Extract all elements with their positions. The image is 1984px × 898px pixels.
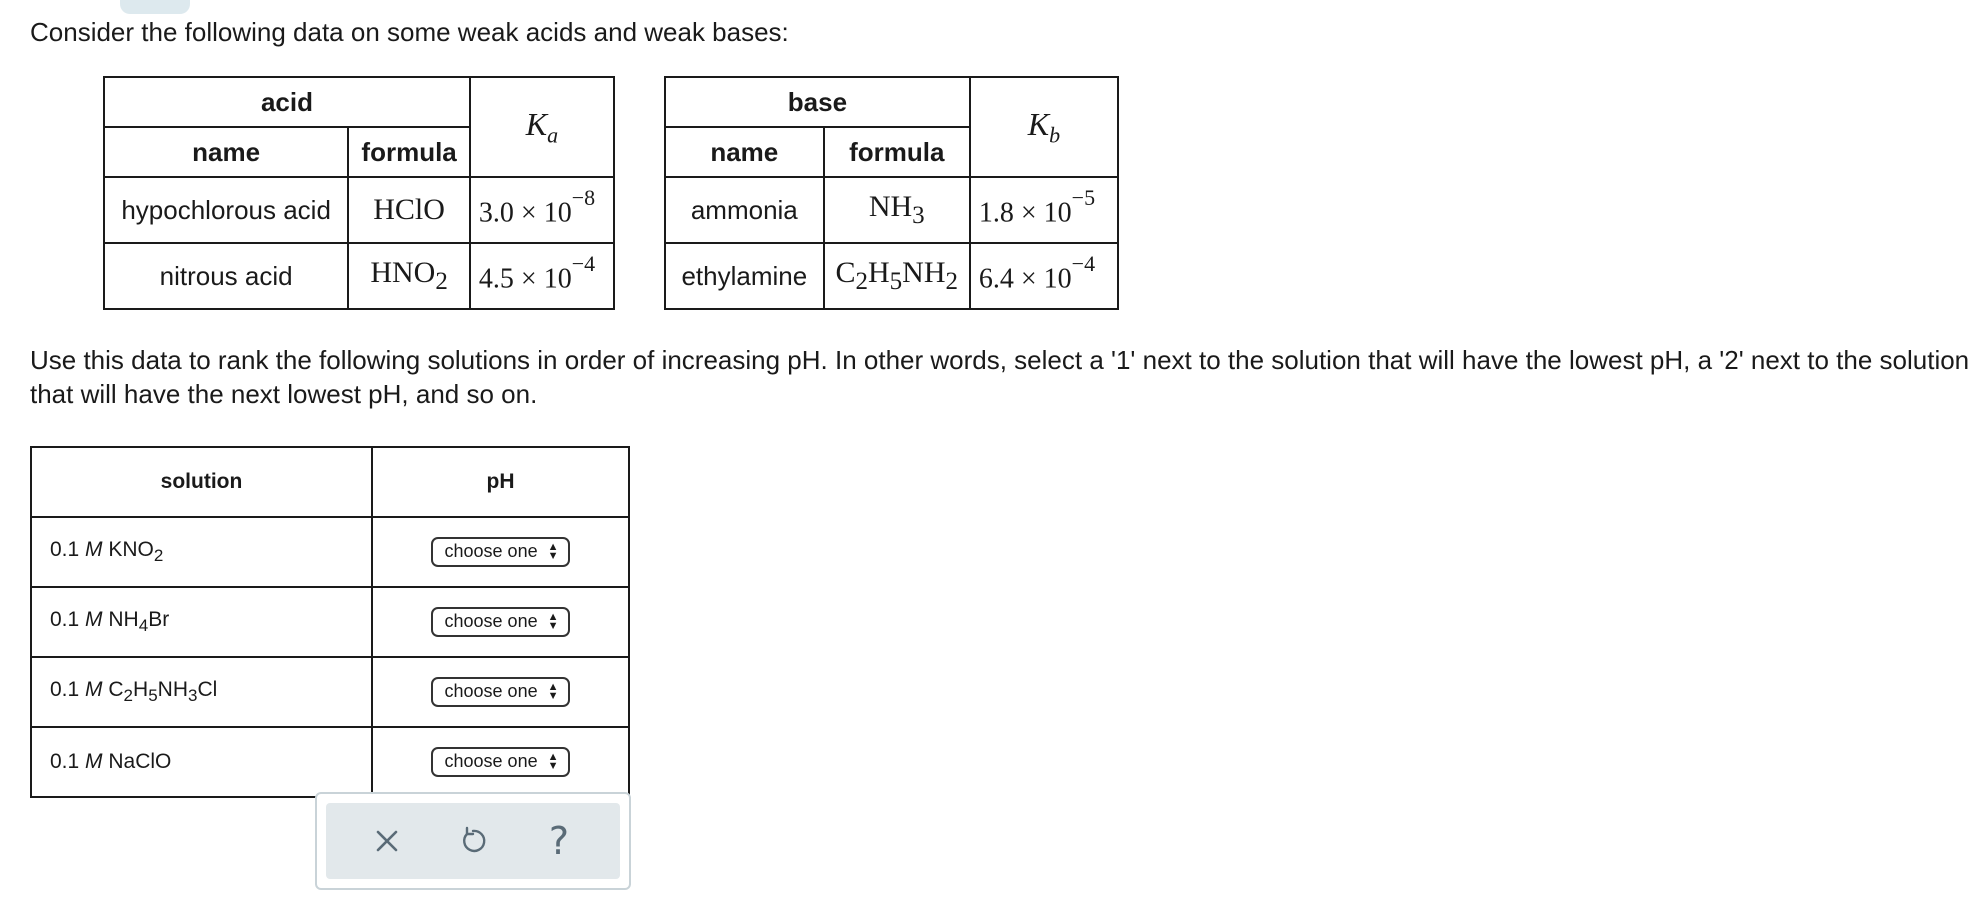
table-row: [31, 517, 629, 587]
top-tab: [120, 0, 190, 14]
base-name: ammonia: [665, 177, 824, 243]
clear-button[interactable]: [362, 816, 412, 866]
rank-select[interactable]: choose one ▲ ▼: [431, 747, 571, 777]
acid-formula-header: formula: [348, 127, 470, 177]
ka-header: $K_a$: [470, 77, 614, 177]
solution-label: 0.1 M $NH_4Br$: [31, 587, 372, 657]
select-arrows-icon: ▲ ▼: [547, 541, 559, 563]
help-icon: ?: [548, 819, 570, 863]
kb-header: $K_b$: [970, 77, 1118, 177]
base-table: [664, 76, 1119, 310]
undo-button[interactable]: [448, 816, 498, 866]
solution-label: 0.1 M NaClO: [31, 727, 372, 797]
acid-name: nitrous acid: [104, 243, 348, 309]
action-toolbar-inner: [326, 803, 620, 879]
base-formula: $C_2H_5NH_2$: [824, 243, 970, 309]
acid-formula: $HNO_2$: [348, 243, 470, 309]
rank-select[interactable]: choose one ▲ ▼: [431, 537, 571, 567]
instructions-text: Use this data to rank the following solutions in order of increasing pH. In other words, select a '1' next to the solution that will have the lowest pH, a '2' next to the solution that will have the next lowest pH, and so on.: [30, 345, 1970, 409]
action-toolbar: [315, 792, 631, 890]
acid-ka-value: $4.5 \times 10^{-4}$: [470, 243, 614, 309]
acid-ka-value: $3.0 \times 10^{-8}$: [470, 177, 614, 243]
rank-select[interactable]: choose one ▲ ▼: [431, 607, 571, 637]
ph-header: pH: [372, 447, 629, 517]
table-row: [31, 587, 629, 657]
solution-header: solution: [31, 447, 372, 517]
acid-name-header: name: [104, 127, 348, 177]
solution-label: 0.1 M $KNO_2$: [31, 517, 372, 587]
base-name-header: name: [665, 127, 824, 177]
base-kb-value: $6.4 \times 10^{-4}$: [970, 243, 1118, 309]
acid-header: acid: [104, 77, 470, 127]
base-header: base: [665, 77, 970, 127]
select-arrows-icon: ▲ ▼: [547, 611, 559, 633]
solution-table: [30, 446, 630, 798]
help-button[interactable]: [534, 816, 584, 866]
undo-icon: [458, 826, 488, 856]
solution-label: 0.1 M $C_2H_5NH_3Cl$: [31, 657, 372, 727]
table-row: [31, 727, 629, 797]
select-arrows-icon: ▲ ▼: [547, 751, 559, 773]
close-icon: [374, 828, 400, 854]
intro-text: Consider the following data on some weak acids and weak bases:: [30, 17, 789, 47]
acid-name: hypochlorous acid: [104, 177, 348, 243]
acid-table: [103, 76, 615, 310]
rank-select[interactable]: choose one ▲ ▼: [431, 677, 571, 707]
base-formula: $NH_3$: [824, 177, 970, 243]
select-arrows-icon: ▲ ▼: [547, 681, 559, 703]
acid-formula: HClO: [348, 177, 470, 243]
base-kb-value: $1.8 \times 10^{-5}$: [970, 177, 1118, 243]
base-name: ethylamine: [665, 243, 824, 309]
table-row: [31, 657, 629, 727]
base-formula-header: formula: [824, 127, 970, 177]
